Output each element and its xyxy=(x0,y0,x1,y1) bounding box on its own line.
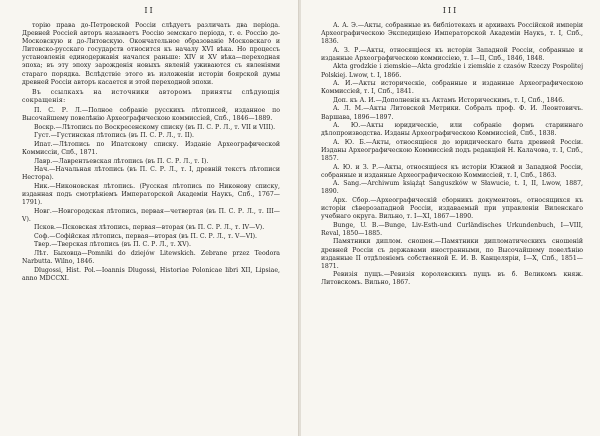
abbreviation-entry: Лавр.—Лаврентьевская лѣтопись (въ П. С. Р. Л., т. I). xyxy=(34,157,209,165)
abbreviation-entry: Лѣт. Быховца—Pomniki do dziejów Litewskich. Zebrane przez Teodora Narbutta. Wilno, 1846. xyxy=(22,250,280,266)
abbreviation-list xyxy=(22,107,280,283)
abbreviation-entry: Воскр.—Лѣтопись по Воскресенскому списку (въ П. С. Р. Л., т. VII и VIII). xyxy=(34,123,276,131)
abbreviations-intro: Въ ссылкахъ на источники авторомъ приняты слѣдующія сокращенія: xyxy=(22,88,280,104)
abbreviation-entry: П. С. Р. Л.—Полное собраніе русскихъ лѣтописей, изданное по Высочайшему повелѣнію Археографическою коммиссіей, Спб., 1846—1889. xyxy=(22,106,280,123)
source-entry: Bunge, U. B.—Bunge, Liv-Esth-und Curländisches Urkundenbuch, I—VIII, Reval, 1850—1885. xyxy=(321,221,583,237)
right-page-content xyxy=(321,22,583,288)
intro-paragraph: торію права до-Петровской Россіи слѣдуетъ различать два періода. Древней Россіей авторъ называетъ Россію земскаго періода, т. е. Россію до-Московскую и до-Литовскую. Окончательное образованіе Московскаго и Литовско-русскаго государств относится къ началу XVI вѣка. Но процессъ установленія единодержавія начался раньше: XIV и XV вѣка—переходная эпоха; въ эту эпоху зарожденія новыхъ явленій уживаются съ явленіями стараго порядка. Вслѣдствіе этого въ изложеніи исторіи боярской думы древней Россіи авторъ касается и этой переходной эпохи. xyxy=(22,22,280,86)
right-page xyxy=(301,0,600,436)
source-entry: Памятники диплом. сношен.—Памятники дипломатическихъ сношеній древней Россіи съ державами иностранными, по Высочайшему повелѣнію изданные II отдѣленіемъ собственной Е. И. В. Канцеляріи, I—X, Спб., 1851—1871. xyxy=(321,238,583,270)
right-page-number: III xyxy=(442,6,459,15)
left-page-number: II xyxy=(144,6,155,15)
source-entry: А. Ю. и З. Р.—Акты, относящіеся къ исторіи Южной и Западной Россіи, собранные и изданные Археографическою Коммиссіей, т. I, Спб., 1863. xyxy=(321,163,583,179)
left-page xyxy=(0,0,299,436)
source-entry: А. З. Р.—Акты, относящіеся къ исторіи Западной Россіи, собранные и изданные Археографическою коммиссіею, т. I—II, Спб., 1846, 1848. xyxy=(321,46,583,62)
left-page-content xyxy=(22,22,280,283)
abbreviation-entry: Густ.—Густинская лѣтопись (въ П. С. Р. Л., т. II). xyxy=(34,132,194,140)
abbreviation-entry: Новг.—Новгородская лѣтопись, первая—четвертая (въ П. С. Р. Л., т. III—V). xyxy=(22,207,280,223)
abbreviation-entry: Ник.—Никоновская лѣтопись. (Русская лѣтопись по Никонову списку, изданная подъ смотрѣніемъ Императорской Академіи Наукъ, Спб., 1767—1791). xyxy=(22,182,280,206)
source-entry: Арх. Сбор.—Археографическій сборникъ документовъ, относящихся къ исторіи сѣверозападной Россіи, издаваемый при управленіи Виленскаго учебнаго округа. Вильно, т. I—XI, 1867—1890. xyxy=(321,196,583,221)
source-entry: A. Sang.—Archiwum książąt Sanguszków w Sławucie, t. I, II, Lwow, 1887, 1890. xyxy=(321,180,583,196)
abbreviation-entry: Dlugossi, Hist. Pol.—Ioannis Dlugossi, Historiae Polonicae libri XII, Lipsiae, anno MDCCXI. xyxy=(22,266,280,282)
source-entry: А. И.—Акты историческіе, собранные и изданные Археографическою Коммиссіей, т. I, Спб., 1841. xyxy=(321,80,583,96)
abbreviation-entry: Псков.—Псковская лѣтопись, первая—вторая (въ П. С. Р. Л., т. IV—V). xyxy=(34,224,265,232)
abbreviation-entry: Твер.—Тверская лѣтопись (въ П. С. Р. Л., т. XV). xyxy=(34,241,191,249)
source-entry: А. Ю.—Акты юридическіе, или собраніе формъ стариннаго дѣлопроизводства. Изданы Археографическою Коммиссіей, Спб., 1838. xyxy=(321,122,583,138)
source-entry: А. Ю. Б.—Акты, относящіеся до юридическаго быта древней Россіи. Изданы Археографическою Коммиссіей подъ редакціей Н. Калачова, т. I, Спб., 1857. xyxy=(321,138,583,162)
abbreviation-entry: Нач.—Начальная лѣтопись (въ П. С. Р. Л., т. I, древній текстъ лѣтописи Нестора). xyxy=(22,166,280,182)
source-entry: А. А. Э.—Акты, собранные въ библіотекахъ и архивахъ Россійской имперіи Археографическою Экспедиціею Императорской Академіи Наукъ, т. I, Спб., 1836. xyxy=(321,22,583,46)
source-entry: Ревизія пущъ.—Ревизія королевскихъ пущъ въ б. Великомъ княж. Литовскомъ. Вильно, 1867. xyxy=(321,271,583,287)
source-entry: А. Л. М.—Акты Литовской Метрики. Собралъ проф. Ф. И. Леонтовичъ. Варшава, 1896—1897. xyxy=(321,105,583,121)
abbreviation-entry: Соф.—Софійская лѣтопись, первая—вторая (въ П. С. Р. Л., т. V—VI). xyxy=(34,232,258,240)
abbreviation-entry: Ипат.—Лѣтопись по Ипатскому списку. Изданіе Археографической Коммиссіи, Спб., 1871. xyxy=(22,140,280,156)
source-entry: Доп. къ А. И.—Дополненія къ Актамъ Историческимъ, т. I, Спб., 1846. xyxy=(333,96,565,104)
source-entry: Akta grodzkie i ziemskie—Akta grodzkie i ziemskie z czasów Rzeczy Pospolitej Polskiej. Lwow, t. I, 1866. xyxy=(321,63,583,79)
